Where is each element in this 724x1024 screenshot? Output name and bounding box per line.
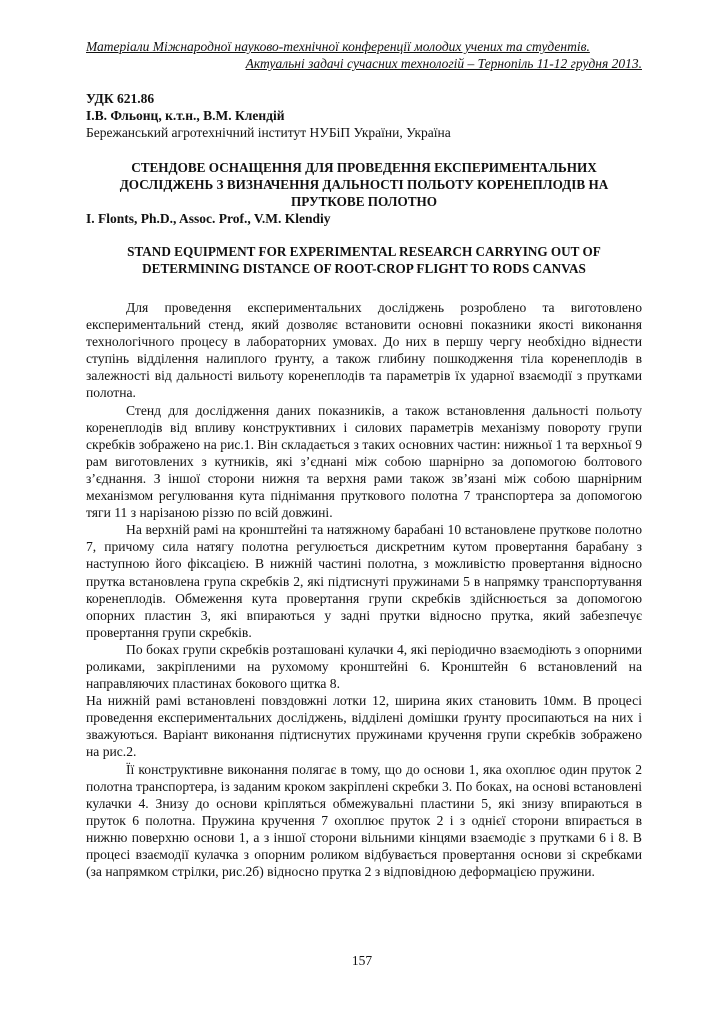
paragraph: На верхній рамі на кронштейні та натяжному барабані 10 встановлене пруткове полотно 7, причому сила натягу полотна регулюється дискретним кутом провертання барабану з наступною його фіксацією. В нижній частині полотна, з можливістю провертання відносно прутка встановлена група скребків 2, які підтиснуті пружинами 5 в напрямку транспортування коренеплодів. Обмеження кута провертання групи скребків здійснюється за допомогою опорних пластин 3, які впираються у задні прутки відносно прутка, який забезпечує провертання групи скребків.	[86, 522, 642, 640]
page-content	[86, 38, 642, 880]
page-number: 157	[351, 953, 373, 968]
paragraph: Стенд для дослідження даних показників, а також встановлення дальності польоту коренеплодів від впливу конструктивних і силових параметрів механізму повороту групи скребків зображено на рис.1. Він складається з таких основних частин: нижньої 1 та верхньої 9 рам виготовлених з кутників, які з’єднані між собою шарнірно за допомогою болтового з’єднання. З іншої сторони нижня та верхня рами також зв’язані між собою шарнірним механізмом регулювання кута піднімання пруткового полотна 7 транспортера за допомогою тяги 11 з нарізаною різзю по всій довжині.	[86, 402, 642, 521]
title-ua: СТЕНДОВЕ ОСНАЩЕННЯ ДЛЯ ПРОВЕДЕННЯ ЕКСПЕРИМЕНТАЛЬНИХ ДОСЛІДЖЕНЬ З ВИЗНАЧЕННЯ ДАЛЬНОСТІ ПОЛЬОТУ КОРЕНЕПЛОДІВ НА ПРУТКОВЕ ПОЛОТНО	[119, 160, 609, 209]
authors-en: I. Flonts, Ph.D., Assoc. Prof., V.M. Klendiy	[86, 211, 331, 226]
paragraph: Її конструктивне виконання полягає в тому, що до основи 1, яка охоплює один пруток 2 полотна транспортера, із заданим кроком закріплені скребки 3. По боках, на основі встановлені кулачки 4. Знизу до основи кріпляться обмежувальні пластини 5, які знизу впираються в пруток 6 полотна. Пружина кручення 7 охоплює пруток 2 і з однієї сторони впирається в нижню поверхню основи 1, а з іншої сторони вільними кінцями взаємодіє з прутками 6 і 8. В процесі взаємодії кулачка з опорним роликом відбувається провертання основи зі скребками (за напрямком стрілки, рис.2б) відносно прутка 2 з відповідною деформацією пружини.	[86, 761, 642, 880]
header-line-1: Матеріали Міжнародної науково-технічної конференції молодих учених та студентів.	[86, 39, 590, 54]
paragraph: Для проведення експериментальних досліджень розроблено та виготовлено експериментальний стенд, який дозволяє встановити основні показники якості виконання технологічного процесу в лабораторних умовах. До них в першу чергу необхідно віднести ступінь відділення налиплого ґрунту, а також глибину пошкодження тіла коренеплодів в залежності від дальності вильоту коренеплодів та параметрів їх ударної взаємодії з прутками полотна.	[86, 300, 642, 401]
udk-code: УДК 621.86	[86, 91, 155, 106]
authors-ua: І.В. Фльонц, к.т.н., В.М. Клендій	[86, 108, 285, 123]
affiliation: Бережанський агротехнічний інститут НУБіП України, Україна	[86, 125, 451, 140]
title-en: STAND EQUIPMENT FOR EXPERIMENTAL RESEARCH CARRYING OUT OF DETERMINING DISTANCE OF ROOT-CROP FLIGHT TO RODS CANVAS	[127, 244, 601, 276]
conference-header	[86, 38, 642, 72]
header-line-2: Актуальні задачі сучасних технологій – Тернопіль 11-12 грудня 2013.	[245, 56, 642, 71]
article-body	[86, 299, 642, 880]
paragraph: По боках групи скребків розташовані кулачки 4, які періодично взаємодіють з опорними роликами, закріпленими на рухомому кронштейні 6. Кронштейн 6 встановлений на направляючих пластинах бокового щитка 8.	[86, 641, 642, 692]
paragraph: На нижній рамі встановлені повздовжні лотки 12, ширина яких становить 10мм. В процесі проведення експериментальних досліджень, відділені домішки ґрунту просипаються на них і зважуються. Варіант виконання підтиснутих пружинами кручення групи скребків зображено на рис.2.	[86, 693, 642, 760]
